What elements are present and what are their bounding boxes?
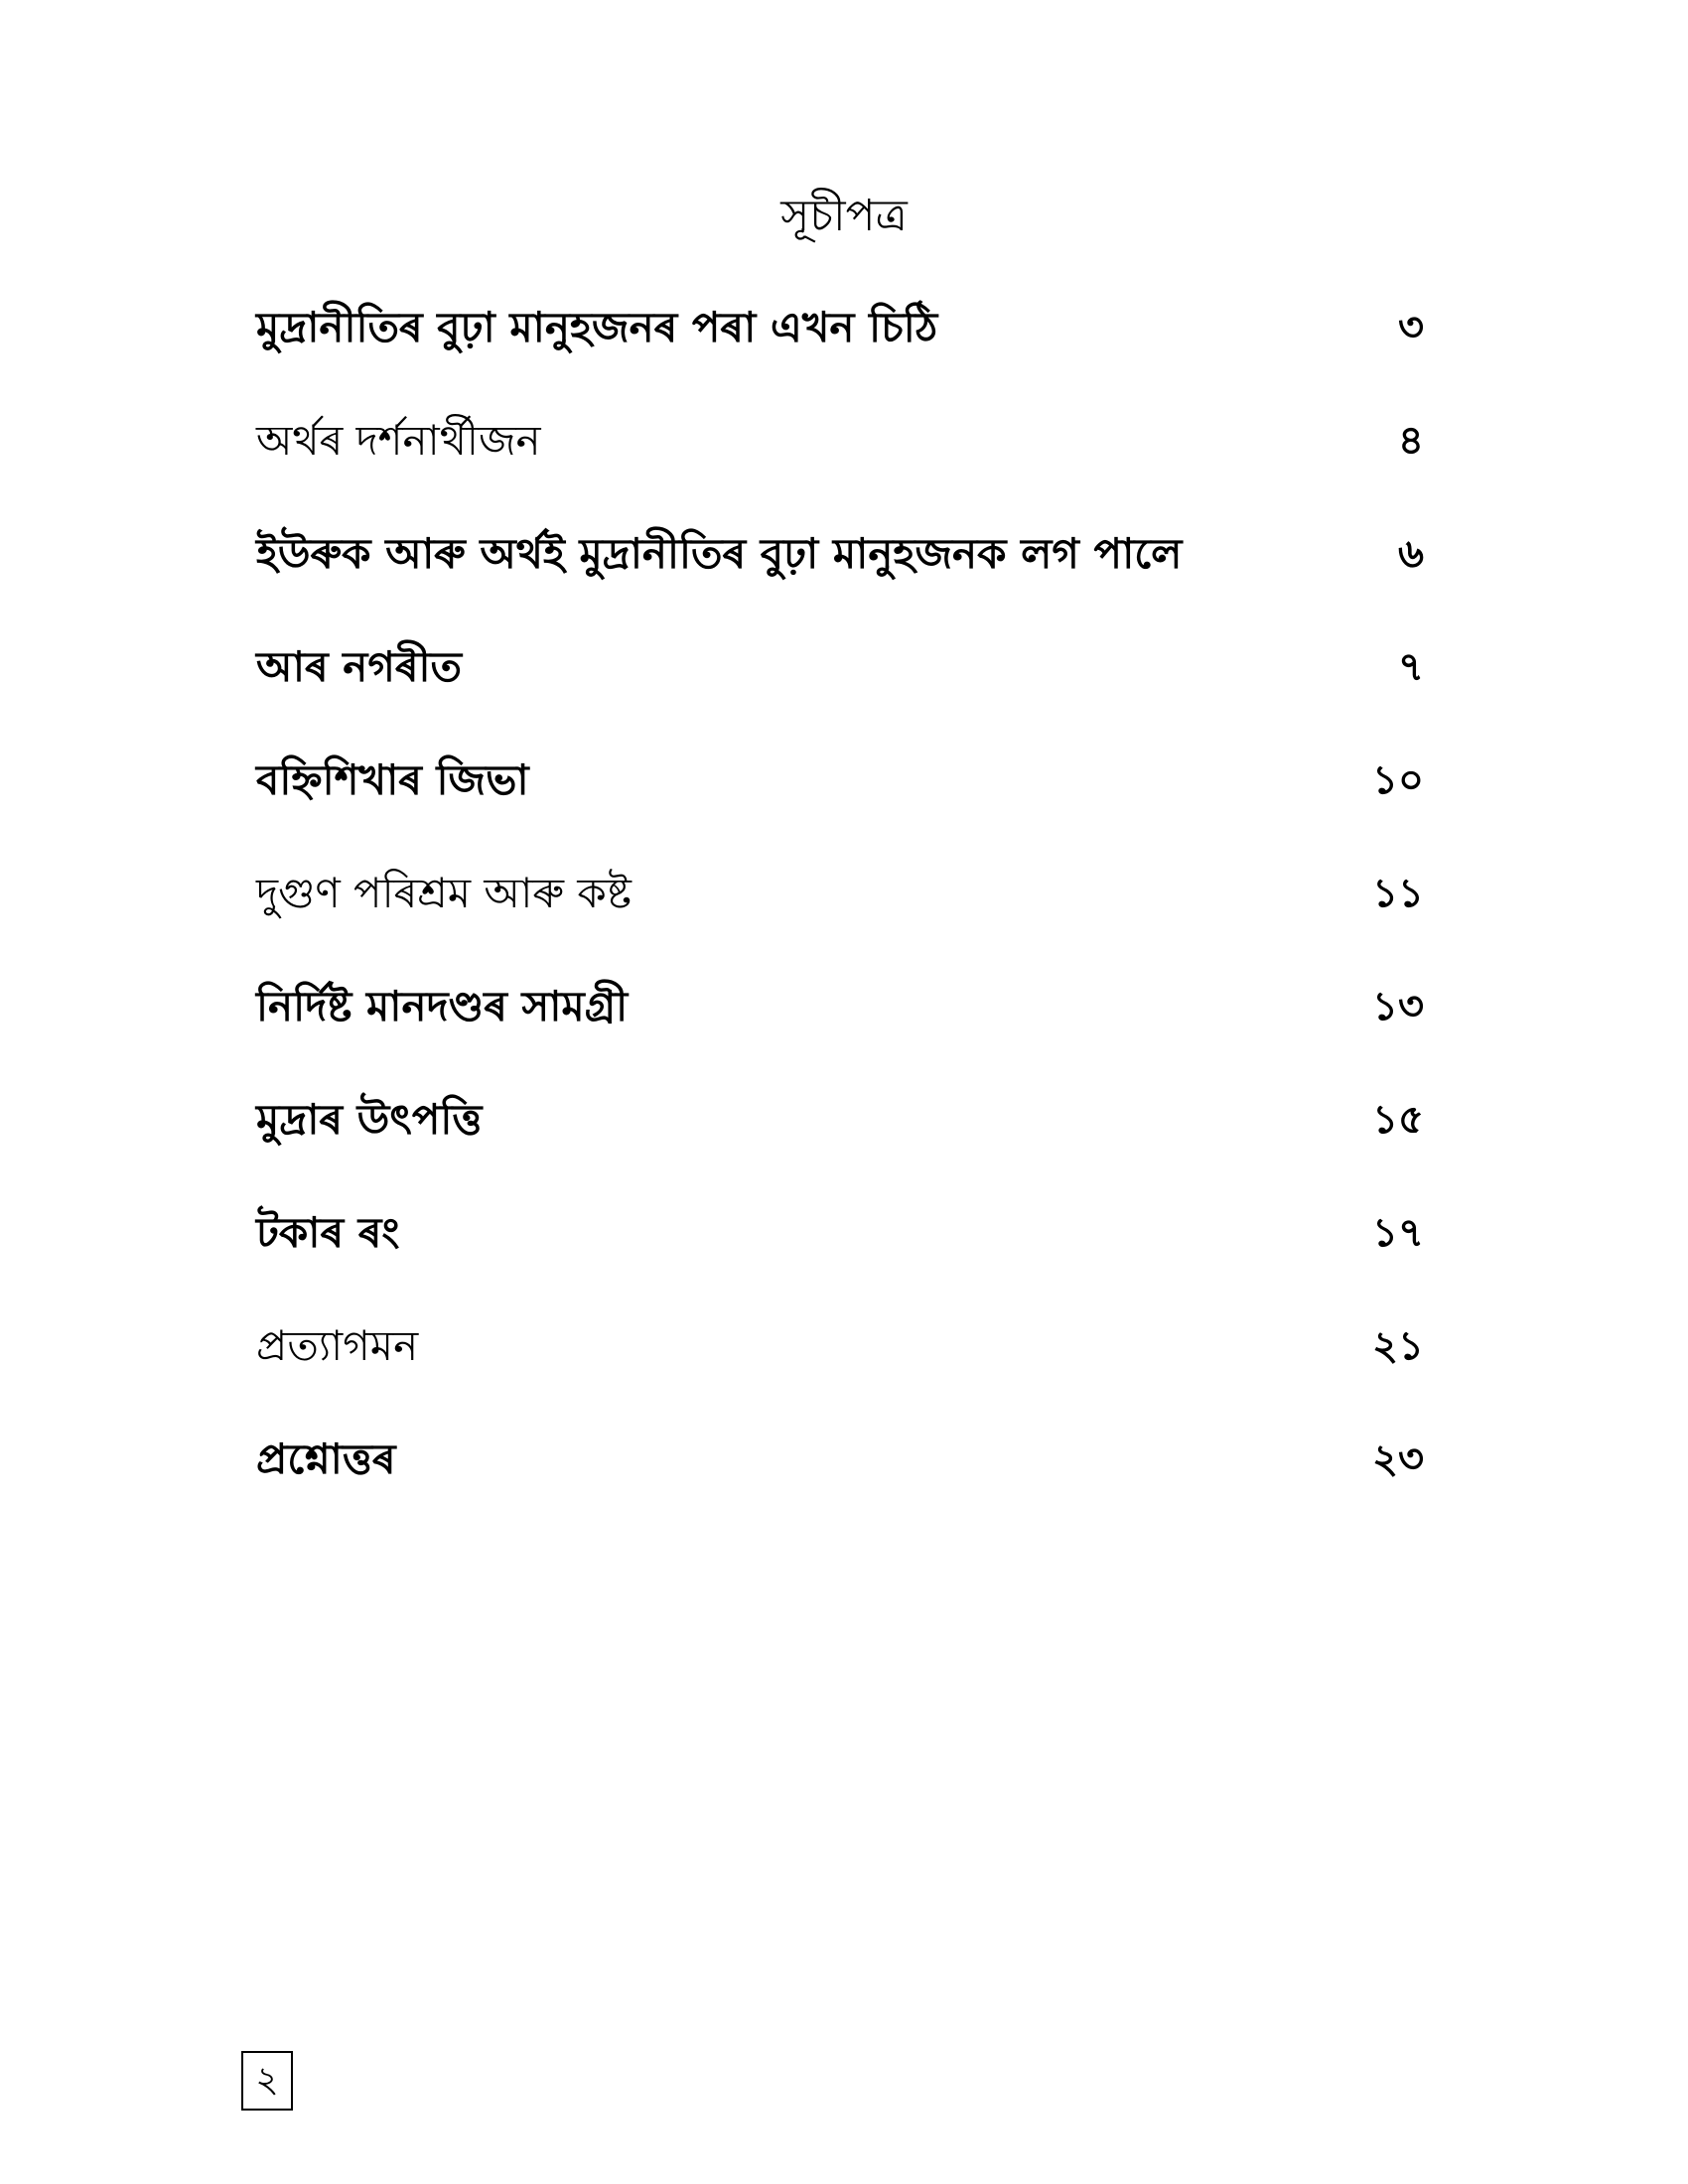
toc-entry-title: প্ৰশ্নোত্তৰ	[256, 1434, 396, 1483]
toc-entry-page: ৩	[1397, 305, 1424, 350]
toc-entry-title: আৰ নগৰীত	[256, 642, 463, 691]
toc-entry-title: প্ৰত্যাগমন	[256, 1321, 419, 1370]
table-of-contents	[256, 288, 1424, 1533]
toc-entry-title: মুদ্ৰাৰ উৎপত্তি	[256, 1095, 483, 1144]
toc-entry-title: মুদ্ৰানীতিৰ বুঢ়া মানুহজনৰ পৰা এখন চিঠি	[256, 303, 938, 351]
toc-entry-title: ইউৰুক আৰু অৰ্থই মুদ্ৰানীতিৰ বুঢ়া মানুহজনক লগ পালে	[256, 529, 1183, 578]
toc-entry[interactable]	[256, 1306, 1424, 1420]
toc-entry[interactable]	[256, 1193, 1424, 1306]
toc-entry-page: ১৭	[1372, 1210, 1424, 1256]
toc-entry-title: বহ্নিশিখাৰ জিভা	[256, 755, 529, 804]
toc-entry-page: ২১	[1372, 1323, 1424, 1369]
toc-entry-title: দুগুণ পৰিশ্ৰম আৰু কষ্ট	[256, 869, 632, 917]
toc-entry-page: ৬	[1397, 531, 1424, 577]
toc-entry-page: ২৩	[1371, 1436, 1424, 1482]
toc-entry[interactable]	[256, 288, 1424, 401]
toc-entry[interactable]	[256, 741, 1424, 854]
toc-entry[interactable]	[256, 627, 1424, 741]
page-title: সূচীপত্ৰ	[780, 191, 908, 241]
toc-entry-page: ১৫	[1372, 1097, 1424, 1143]
toc-entry[interactable]	[256, 854, 1424, 967]
toc-entry-page: ১০	[1372, 757, 1424, 803]
toc-entry-title: টকাৰ ৰং	[256, 1208, 400, 1257]
toc-entry[interactable]	[256, 514, 1424, 627]
toc-entry-page: ৭	[1397, 644, 1424, 690]
toc-entry-page: ৪	[1398, 418, 1424, 464]
toc-entry-title: অৰ্থৰ দৰ্শনাৰ্থীজন	[256, 416, 541, 465]
toc-entry-page: ১৩	[1372, 984, 1424, 1029]
toc-entry[interactable]	[256, 967, 1424, 1080]
toc-entry[interactable]	[256, 401, 1424, 514]
toc-entry[interactable]	[256, 1420, 1424, 1533]
toc-entry-page: ১১	[1372, 871, 1424, 916]
page-number: ২	[241, 2051, 293, 2111]
toc-entry[interactable]	[256, 1080, 1424, 1193]
toc-entry-title: নিৰ্দিষ্ট মানদণ্ডৰ সামগ্ৰী	[256, 982, 629, 1030]
